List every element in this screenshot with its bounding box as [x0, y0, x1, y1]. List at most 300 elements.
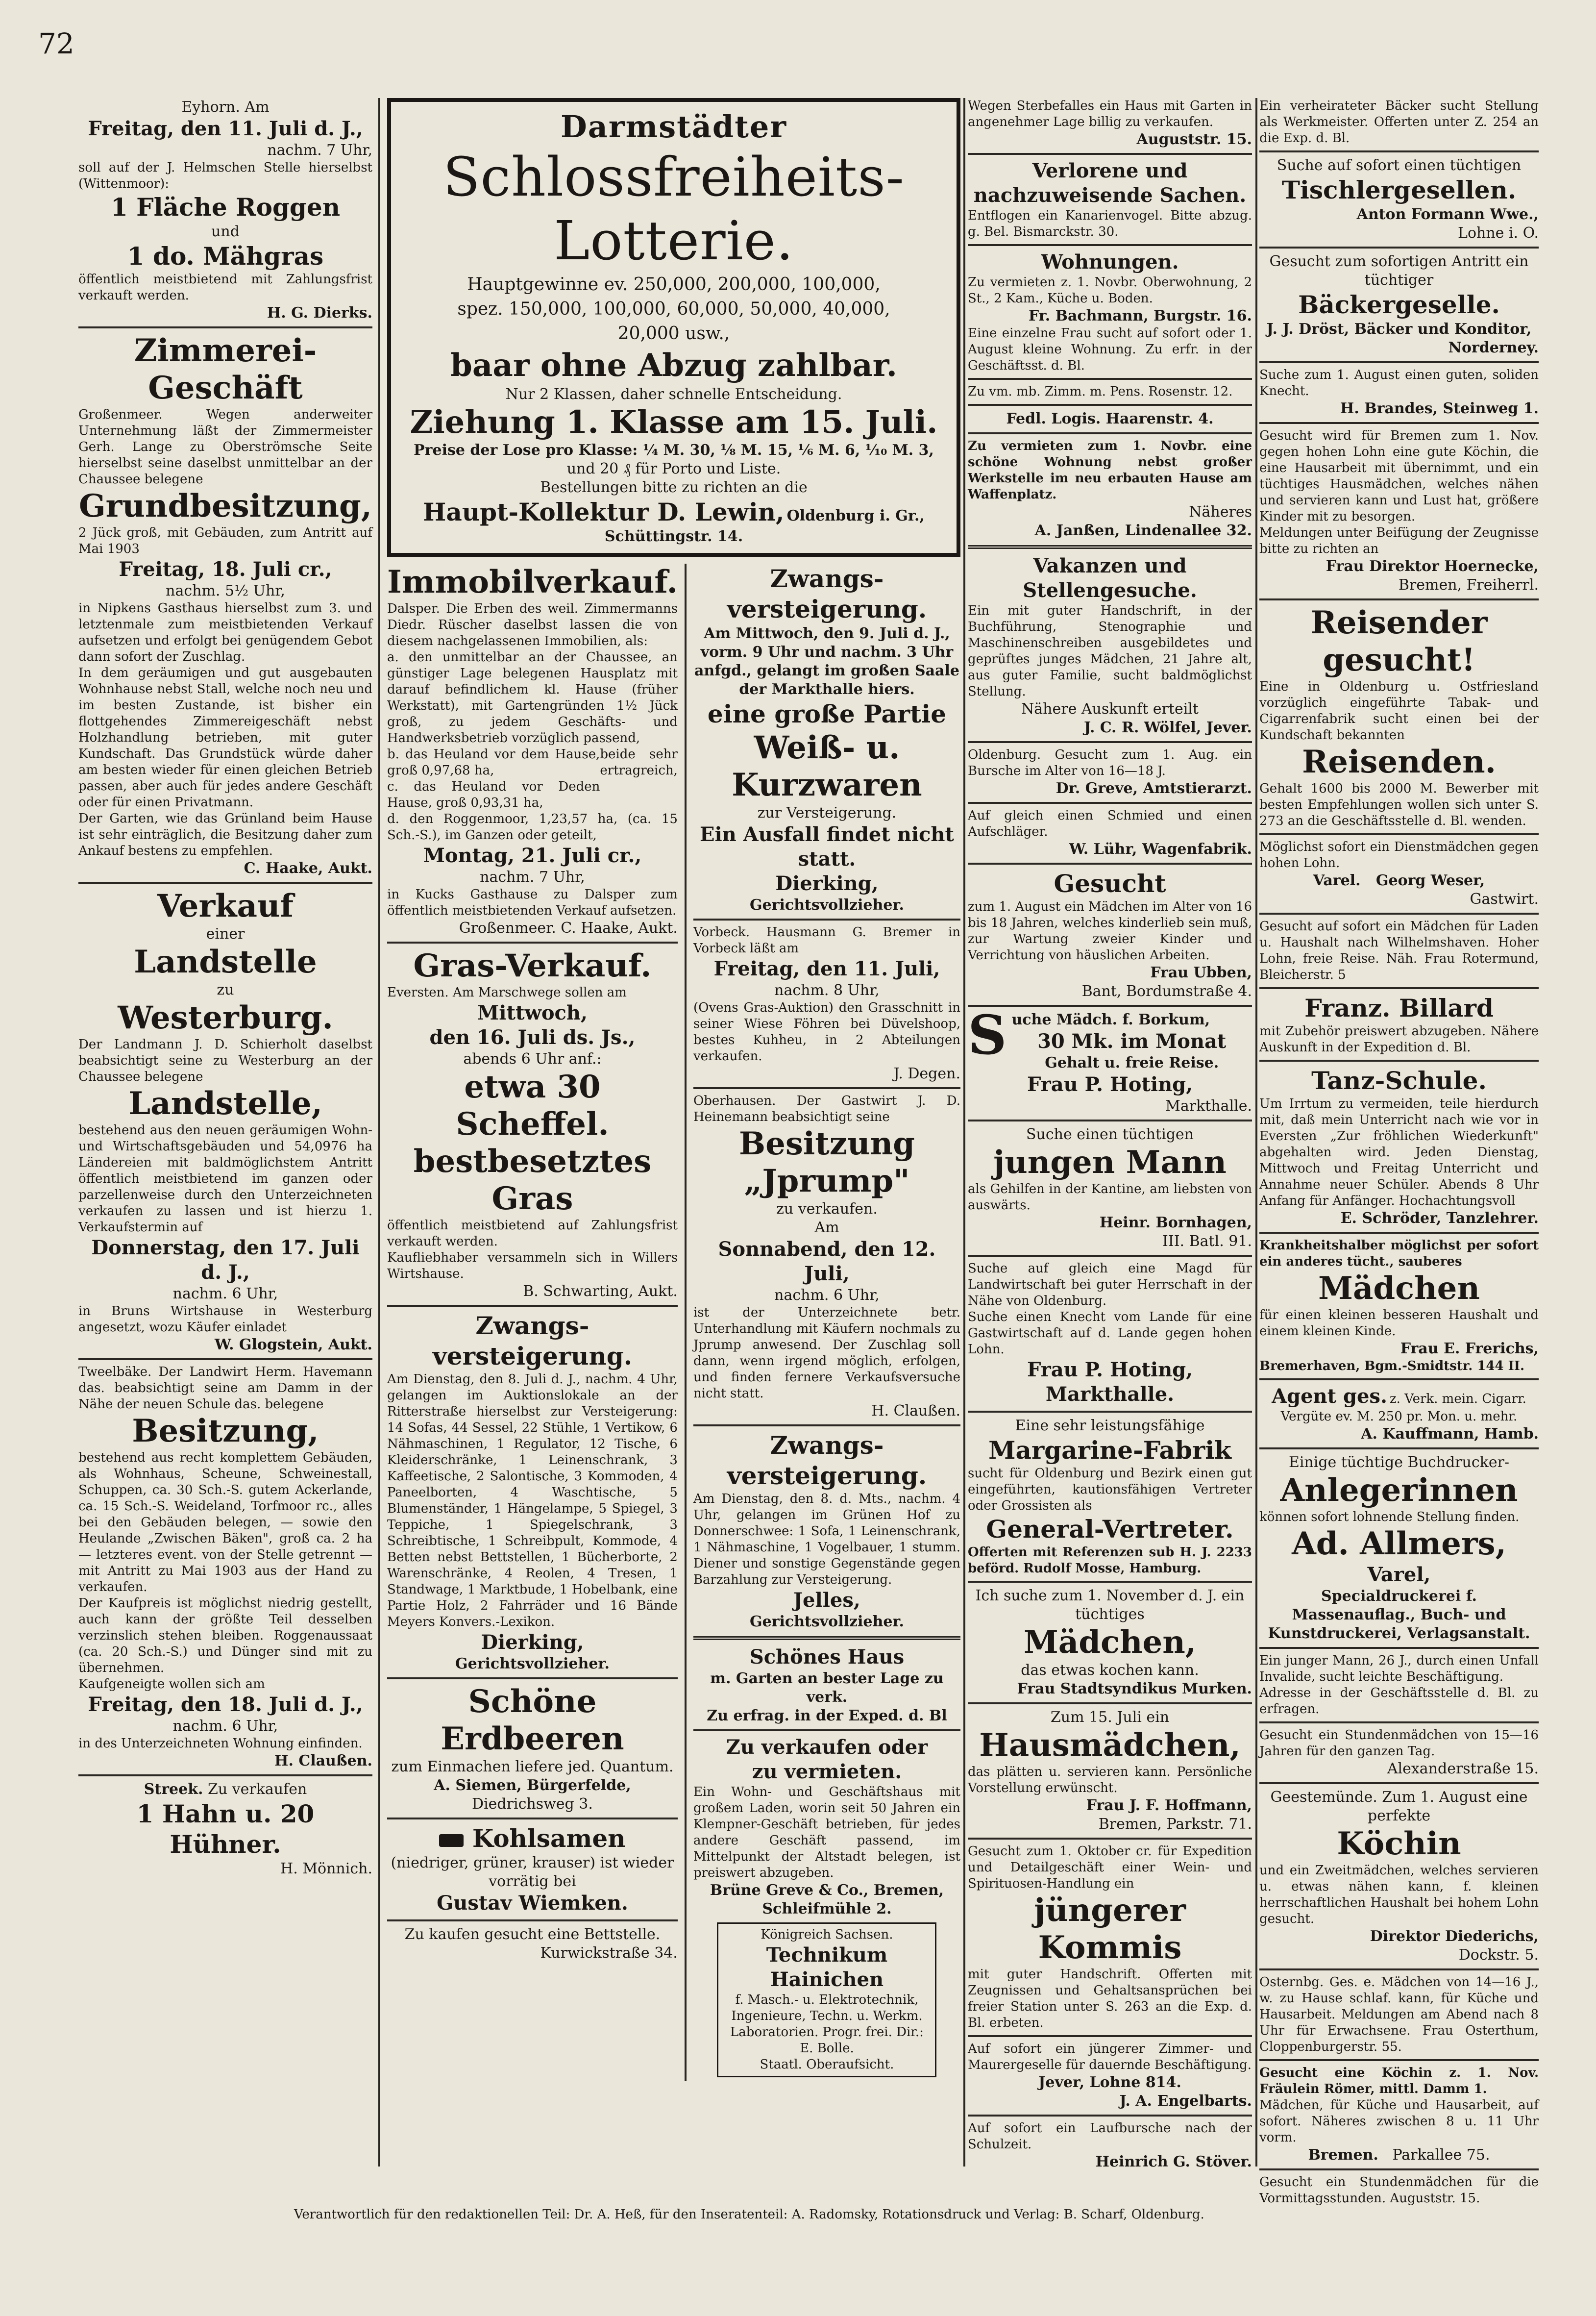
ad-heading: Anlegerinnen: [1280, 1472, 1518, 1509]
ad-text: in Nipkens Gasthaus hierselbst zum 3. und letztenmale zum meistbietenden Verkauf aufsetzen und erfolgt bei genügendem Gebot dann sofort der Zuschlag.: [78, 601, 372, 664]
ad-text: III. Batl. 91.: [1162, 1233, 1252, 1250]
ad-divider: [968, 404, 1252, 406]
ad-heading: Ad. Allmers,: [1292, 1525, 1506, 1562]
column-2-left: [387, 564, 678, 2081]
ad-divider: [1259, 2059, 1539, 2061]
ad-text: Ein Ausfall findet nicht statt.: [699, 823, 954, 871]
section-wohnungen: [968, 250, 1252, 540]
ad-signature: Frau E. Frerichs,: [1400, 1340, 1539, 1357]
ad-text: Gastwirt.: [1470, 891, 1539, 908]
ad-heading: Margarine-Fabrik: [988, 1436, 1231, 1465]
ad-date: den 16. Juli ds. Js.,: [429, 1026, 636, 1049]
ad-text: Nähere Auskunft erteilt: [1021, 700, 1199, 718]
column-rule: [963, 98, 965, 2167]
ad-text: einer: [206, 925, 245, 943]
ad-margarine: [968, 1417, 1252, 1577]
ad-text: in des Unterzeichneten Wohnung einfinden.: [78, 1736, 363, 1751]
section-heading: Vakanzen und Stellengesuche.: [1023, 554, 1197, 602]
ad-text: Auf gleich einen Schmied und einen Aufschläger.: [968, 808, 1252, 839]
ad-text: Am: [814, 1219, 839, 1236]
ad-text: Gesucht eine Köchin z. 1. Nov. Fräulein Römer, mittl. Damm 1.: [1259, 2066, 1539, 2096]
ad-text: für einen kleinen besseren Haushalt und einem kleinen Kinde.: [1259, 1308, 1539, 1339]
column-rule: [378, 98, 380, 2167]
ad-text: und ein Zweitmädchen, welches servieren u. etwas nähen kann, f. kleinen herrschaftlichen Haushalt bei hohem Lohn gesucht.: [1259, 1863, 1539, 1926]
ad-text: zum Einmachen liefere jed. Quantum.: [391, 1758, 674, 1775]
ad-divider: [968, 1581, 1252, 1583]
ad-text: (Ovens Gras-Auktion) den Grasschnitt in seiner Wiese Föhren bei Düvelshoop, bestes Kuhheu, in 2 Abteilungen verkaufen.: [693, 1000, 960, 1064]
ad-divider: [387, 1677, 678, 1679]
ad-hausmaedchen: [968, 1708, 1252, 1834]
ad-divider: [1259, 1060, 1539, 1062]
ad-text: Auf sofort ein jüngerer Zimmer- und Maurergeselle für dauernde Beschäftigung.: [968, 2042, 1252, 2072]
ad-text: Vorbeck. Hausmann G. Bremer in Vorbeck läßt am: [693, 925, 960, 956]
ad-text: Varel,: [1367, 1563, 1431, 1586]
ad-heading: Technikum Hainichen: [766, 1943, 888, 1991]
ad-heading: Schöne Erdbeeren: [441, 1683, 624, 1757]
ad-text: in Bruns Wirtshause in Westerburg angesetzt, wozu Käufer einladet: [78, 1304, 372, 1335]
ad-heading: Gras-Verkauf.: [413, 947, 652, 984]
ad-heading: zu vermieten.: [752, 1760, 902, 1783]
ad-signature: B. Schwarting, Aukt.: [523, 1283, 678, 1300]
ad-divider: [968, 802, 1252, 804]
ad-text: zu: [217, 981, 234, 998]
page-footer: Verantwortlich für den redaktionellen Teil: Dr. A. Heß, für den Inseratenteil: A. Radomsky, Rotationsdruck und Verlag: B. Scharf, Oldenburg.: [294, 2207, 1204, 2222]
ad-divider: [1259, 1968, 1539, 1970]
ad-heading: Landstelle,: [128, 1085, 322, 1122]
ad-signature: A. Kauffmann, Hamb.: [1361, 1425, 1539, 1443]
ad-signature: J. C. R. Wölfel, Jever.: [1083, 719, 1252, 736]
ad-text: Lohne i. O.: [1458, 224, 1539, 242]
ad-haus-sterbefall: [968, 98, 1252, 149]
section-heading: Wohnungen.: [1041, 250, 1179, 274]
ad-text: Gesucht wird für Bremen zum 1. Nov. gegen hohen Lohn eine gute Köchin, die eine Hausarbeit mit übernimmt, und ein tüchtiges Hausmädchen, welches nähen und servieren kann und Lust hat, größere Kinder mit zu besorgen.: [1259, 428, 1539, 524]
technikum-logo: [717, 1922, 936, 2077]
ad-signature: Jelles,: [793, 1589, 860, 1612]
ad-agent: [1259, 1384, 1539, 1444]
ad-immobilverkauf: [387, 564, 678, 938]
ad-heading: Tischlergesellen.: [1281, 175, 1517, 204]
ad-divider: [968, 2115, 1252, 2117]
ad-text: Zum 15. Juli ein: [1050, 1709, 1170, 1726]
ad-heading: Besitzung,: [132, 1413, 319, 1449]
ad-heading: versteigerung.: [727, 1461, 927, 1490]
ad-heading: Gesucht: [1054, 869, 1166, 898]
ad-signature: Georg Weser,: [1375, 872, 1485, 889]
ad-divider: [1259, 598, 1539, 600]
ad-heading: bestbesetztes Gras: [413, 1143, 652, 1217]
ad-divider: [1259, 833, 1539, 835]
ad-divider: [78, 326, 372, 328]
ad-text: m. Garten an bester Lage zu verk.: [710, 1670, 944, 1706]
ad-heading: General-Vertreter.: [986, 1515, 1234, 1544]
ad-divider: [78, 1358, 372, 1360]
ad-heading: 1 Fläche Roggen: [110, 193, 341, 222]
ad-heading: Bäckergeselle.: [1298, 290, 1500, 319]
ad-divider: [968, 863, 1252, 865]
ad-divider: [1259, 1721, 1539, 1723]
column-2: [387, 98, 960, 2176]
ad-divider: [693, 1424, 960, 1426]
ad-text: sucht für Oldenburg und Bezirk einen gut eingeführten, kautionsfähigen Vertreter oder Grossisten als: [968, 1466, 1252, 1513]
ad-stundenmaedchen-2: [1259, 2174, 1539, 2207]
ad-text: Osternbg. Ges. e. Mädchen von 14—16 J., w. zu Hause schlaf. kann, für Küche und Hausarbeit. Meldungen am Abend nach 8 Uhr für Erwachsene. Frau Osterthum, Cloppenburgerstr. 55.: [1259, 1975, 1539, 2054]
ad-text: das plätten u. servieren kann. Persönliche Vorstellung erwünscht.: [968, 1765, 1252, 1795]
column-4: [1259, 98, 1539, 2206]
ad-baeckergeselle: [1259, 252, 1539, 357]
ad-knecht-koechin: [1259, 367, 1539, 595]
column-rule: [1255, 98, 1257, 2167]
ad-divider: [968, 1255, 1252, 1257]
lottery-prizes: Hauptgewinne ev. 250,000, 200,000, 100,000,: [467, 274, 881, 295]
ad-divider: [1259, 361, 1539, 363]
ad-divider: [693, 919, 960, 921]
ad-text: bestehend aus recht komplettem Gebäuden, als Wohnhaus, Scheune, Schweinestall, Schuppen, ca. 30 Sch.-S. gutem Ackerlande, ca. 15 Sch.-S. Weideland, Torfmoor rc., alles bei den Gebäuden belegen, — sowie den Heulande „Zwischen Bäken", groß ca. 2 ha — letzteres event. von der Stelle getrennt — mit Antritt zu Mai 1903 aus der Hand zu verkaufen.: [78, 1450, 372, 1594]
ad-text: und: [211, 223, 240, 240]
ad-erdbeeren: [387, 1683, 678, 1814]
ad-tanzschule: [1259, 1066, 1539, 1228]
ad-heading: Reisender gesucht!: [1310, 604, 1488, 678]
ad-divider: [968, 1702, 1252, 1704]
ad-text: zur Versteigerung.: [757, 804, 897, 822]
ad-billard: [1259, 993, 1539, 1056]
ad-text: Offerten mit Referenzen sub H. J. 2233 beförd. Rudolf Mosse, Hamburg.: [968, 1545, 1252, 1576]
ad-text: Eine sehr leistungsfähige: [1015, 1417, 1205, 1434]
ad-tischlergesellen: [1259, 156, 1539, 243]
drop-cap: S: [968, 1003, 1007, 1067]
ad-zimmergeselle: [968, 2041, 1252, 2111]
ad-signature: Bremen.: [1308, 2146, 1378, 2164]
ad-text: Suche auf gleich eine Magd für Landwirtschaft bei guter Herrschaft in der Nähe von Oldenburg.: [968, 1261, 1252, 1308]
ad-divider: [387, 1919, 678, 1921]
ad-text: 2 Jück groß, mit Gebäuden, zum Antritt auf Mai 1903: [78, 525, 372, 556]
ad-text: Oldenburg. Gesucht zum 1. Aug. ein Bursche im Alter von 16—18 J.: [968, 747, 1252, 778]
ad-text: c. das Heuland vor Deden Hause, groß 0,93,31 ha,: [387, 779, 600, 810]
ad-heading: Besitzung: [739, 1125, 915, 1162]
ad-text: Eine einzelne Frau sucht auf sofort oder 1. August kleine Wohnung. Zu erfr. in der Geschäftsst. d. Bl.: [968, 326, 1252, 373]
ad-divider: [1259, 1232, 1539, 1234]
column-1: [78, 98, 372, 2176]
ad-text: können sofort lohnende Stellung finden.: [1259, 1510, 1520, 1524]
ad-heading: Westerburg.: [118, 999, 333, 1036]
ad-signature: Dierking,: [481, 1631, 584, 1654]
ad-time: nachm. 7 Uhr,: [480, 869, 585, 886]
ad-text: Fedl. Logis.: [1006, 410, 1101, 427]
ad-oberhausen: [693, 1093, 960, 1420]
ad-time: abends 6 Uhr anf.:: [463, 1050, 602, 1068]
ad-text: zu verkaufen.: [776, 1200, 878, 1218]
ad-text: Auguststr. 15.: [1136, 131, 1252, 148]
ad-heading: 1 do. Mähgras: [127, 242, 324, 271]
ad-text: Auf sofort ein Laufbursche nach der Schulzeit.: [968, 2121, 1252, 2152]
ad-zimmerei: [78, 332, 372, 878]
ad-kommis: [968, 1843, 1252, 2031]
lottery-title: Darmstädter: [560, 109, 787, 145]
ad-date: Freitag, den 18. Juli d. J.,: [88, 1693, 363, 1716]
ad-signature: Jever, Lohne 814.: [1038, 2074, 1181, 2091]
ad-text: ist der Unterzeichnete betr. Unterhandlung mit Käufern nochmals zu Jprump anwesend. Der Zuschlag soll dann, wenn irgend möglich, erfolgen, und finden fernere Verkaufsversuche nicht statt.: [693, 1305, 960, 1401]
ad-text: Kurwickstraße 34.: [540, 1944, 678, 1962]
ad-heading: Landstelle: [134, 944, 317, 980]
ad-signature: Dr. Greve, Amtstierarzt.: [1056, 780, 1252, 797]
ad-text: beide sehr ertragreich,: [600, 747, 678, 778]
ad-text: Zu kaufen gesucht eine Bettstelle.: [404, 1926, 661, 1943]
ad-text: als Gehilfen in der Kantine, am liebsten von auswärts.: [968, 1182, 1252, 1213]
ad-divider: [968, 545, 1252, 549]
ad-heading: eine große Partie: [707, 699, 947, 728]
ad-text: Suche auf sofort einen tüchtigen: [1277, 157, 1522, 174]
ad-heading: versteigerung.: [432, 1342, 633, 1370]
ad-text: Zu verkaufen: [207, 1781, 307, 1798]
ad-text: Ein mit guter Handschrift, in der Buchführung, Stenographie und Maschinenschreiben ausgebildetes und geprüftes junges Mädchen, 21 Jahre alt, aus guter Familie, sucht baldmöglichst Stellung.: [968, 603, 1252, 699]
ad-text: Dalsper. Die Erben des weil. Zimmermanns Diedr. Rüscher daselbst lassen die von diesem nachgelassenen Immobilien, als:: [387, 601, 678, 648]
ad-text: Um Irrtum zu vermeiden, teile hierdurch mit, daß mein Unterricht nach wie vor in Eversten „Zur fröhlichen Wiederkunft" abgehalten wird. Jeden Dienstag, Mittwoch und Freitag Unterricht und Annahme neuer Schüler. Abends 8 Uhr Anfang für Anfänger. Hochachtungsvoll: [1259, 1096, 1539, 1208]
ad-signature: Heinrich G. Stöver.: [1095, 2153, 1252, 2170]
ad-text: Tweelbäke. Der Landwirt Herm. Havemann das. beabsichtigt seine am Damm in der Nähe der neuen Schule das. belegene: [78, 1365, 372, 1412]
ad-divider: [968, 2035, 1252, 2037]
ad-signature: Heinr. Bornhagen,: [1099, 1214, 1252, 1231]
ad-text: Gehalt u. freie Reise.: [1045, 1054, 1219, 1071]
ad-time: nachm. 8 Uhr,: [774, 982, 880, 999]
ad-text: Mädchen, für Küche und Hausarbeit, auf sofort. Näheres zwischen 8 u. 11 Uhr vorm.: [1259, 2098, 1539, 2145]
ad-text: z. Verk. mein. Cigarr. Vergüte ev. M. 250 pr. Mon. u. mehr.: [1280, 1392, 1526, 1424]
ad-text: Wegen Sterbefalles ein Haus mit Garten in angenehmer Lage billig zu verkaufen.: [968, 99, 1252, 129]
ad-signature: J. Degen.: [893, 1065, 960, 1082]
ad-heading: Reisenden.: [1302, 744, 1496, 780]
ad-divider: [968, 1411, 1252, 1413]
ad-text: Gesucht ein Stundenmädchen von 15—16 Jahren für den ganzen Tag.: [1259, 1728, 1539, 1759]
ad-divider: [1259, 2168, 1539, 2170]
ad-divider: [968, 741, 1252, 743]
ad-text: (niedriger, grüner, krauser) ist wieder vorrätig bei: [391, 1854, 674, 1890]
ad-text: Bremen, Freiherrl.: [1398, 576, 1539, 594]
ad-divider: [968, 432, 1252, 434]
lottery-note: Nur 2 Klassen, daher schnelle Entscheidung.: [505, 386, 842, 403]
ad-anlegerinnen: [1259, 1453, 1539, 1643]
ad-divider: [1259, 1647, 1539, 1649]
ad-time: nachm. 6 Uhr,: [172, 1718, 278, 1735]
page-number: 72: [38, 27, 74, 60]
ad-text: Am Dienstag, den 8. d. Mts., nachm. 4 Uhr, gelangen im Grünen Hof zu Donnerschwee: 1 Sofa, 1 Leinenschrank, 1 Nähmaschine, 1 Vogelbauer, 1 stumm. Diener und sonstige Gegenstände gegen Barzahlung zur Versteigerung.: [693, 1492, 960, 1587]
ad-signature: Gerichtsvollzieher.: [455, 1655, 610, 1672]
lottery-prizes: spez. 150,000, 100,000, 60,000, 50,000, 40,000,: [457, 299, 890, 319]
ad-text: Diedrichsweg 3.: [472, 1795, 593, 1813]
ad-text: öffentlich meistbietend mit Zahlungsfrist verkauft werden.: [78, 272, 372, 303]
ad-text: Zu vm. mb. Zimm. m. Pens. Rosenstr. 12.: [968, 384, 1233, 399]
ad-text: Markthalle.: [1165, 1097, 1252, 1115]
lottery-payout: baar ohne Abzug zahlbar.: [450, 347, 897, 384]
ad-text: Parkallee 75.: [1392, 2146, 1490, 2164]
ad-signature: Frau Ubben,: [1150, 964, 1252, 981]
ad-divider: [78, 882, 372, 884]
ad-heading: Zu verkaufen oder: [726, 1736, 928, 1759]
lottery-prizes: 20,000 usw.,: [617, 324, 730, 344]
ad-divider: [693, 1636, 960, 1640]
ad-signature: Gerichtsvollzieher.: [750, 1613, 904, 1630]
column-2-right: [693, 564, 960, 2081]
ad-text: Dockstr. 5.: [1458, 1946, 1539, 1964]
ad-text: Gesucht zum sofortigen Antritt ein tüchtiger: [1269, 253, 1529, 289]
ad-signature: H. Brandes, Steinweg 1.: [1340, 400, 1539, 417]
column-3: [968, 98, 1252, 2176]
ad-text: das etwas kochen kann.: [1021, 1662, 1199, 1679]
ad-divider: [968, 244, 1252, 246]
ad-text: Einige tüchtige Buchdrucker-: [1288, 1454, 1510, 1471]
ad-text: Adresse in der Geschäftsstelle d. Bl. zu erfragen.: [1259, 1686, 1539, 1717]
ad-koechin-geestemuende: [1259, 1788, 1539, 1965]
ad-signature: H. G. Dierks.: [267, 304, 372, 322]
ad-text: Der Kaufpreis ist möglichst niedrig gestellt, auch kann der größte Teil desselben verzinslich stehen bleiben. Roggenaussaat (ca. 20 Sch.-S.) und Dünger sind mit zu übernehmen.: [78, 1596, 372, 1675]
ad-divider: [1259, 247, 1539, 249]
ad-signature: W. Lühr, Wagenfabrik.: [1069, 841, 1252, 858]
ad-junger-mann: [968, 1125, 1252, 1251]
lottery-porto: und 20 ₰ für Porto und Liste.: [566, 460, 781, 477]
ad-heading: Schönes Haus: [749, 1645, 905, 1669]
ad-osternburg: [1259, 1974, 1539, 2055]
ad-divider: [1259, 987, 1539, 989]
ad-text: in Kucks Gasthause zu Dalsper zum öffentlich meistbietenden Verkauf aufsetzen.: [387, 887, 678, 918]
ad-signature: A. Janßen, Lindenallee 32.: [1034, 522, 1252, 539]
ad-divider: [968, 153, 1252, 155]
lottery-prices: Preise der Lose pro Klasse: ¼ M. 30, ⅛ M. 15, ⅙ M. 6, ⅒ M. 3,: [414, 442, 934, 459]
ad-divider: [968, 1120, 1252, 1121]
ad-text: Gesucht auf sofort ein Mädchen für Laden u. Haushalt nach Wilhelmshaven. Hoher Lohn, freie Reise. Näh. Frau Rotermund, Bleicherstr. 5: [1259, 919, 1539, 982]
ad-streek: [78, 1780, 372, 1878]
ad-tweelbaeke: [78, 1364, 372, 1770]
ad-heading: Franz. Billard: [1304, 994, 1494, 1022]
ad-heading: jüngerer Kommis: [1034, 1892, 1186, 1966]
ad-signature: Gustav Wiemken.: [437, 1892, 628, 1915]
ad-text: Kaufgeneigte wollen sich am: [78, 1677, 265, 1692]
ad-text: Krankheitshalber möglichst per sofort ein anderes tücht., sauberes: [1259, 1238, 1539, 1269]
ad-text: zum 1. August ein Mädchen im Alter von 16 bis 18 Jahren, welches kinderlieb sein muß, zur Wartung zweier Kinder und Verrichtung von häuslichen Arbeiten.: [968, 899, 1252, 963]
ad-signature: C. Haake, Aukt.: [244, 860, 372, 877]
ad-heading: Agent ges.: [1272, 1385, 1387, 1408]
ad-text: Gehalt 1600 bis 2000 M. Bewerber mit besten Empfehlungen wollen sich unter S. 273 an die Geschäftsstelle d. Bl. wenden.: [1259, 781, 1539, 828]
ad-divider: [1259, 1782, 1539, 1784]
ad-reisender: [1259, 604, 1539, 829]
ad-text: Möglichst sofort ein Dienstmädchen gegen hohen Lohn.: [1259, 840, 1539, 871]
ad-divider: [1259, 1378, 1539, 1380]
ad-geschaeftshaus: [693, 1735, 960, 1918]
ad-text: Ein Wohn- und Geschäftshaus mit großem Laden, worin seit 50 Jahren ein Klempner-Geschäft betrieben, für jedes andere Geschäft passend, im Mittelpunkt der Altstadt belegen, ist preiswert abzugeben.: [693, 1785, 960, 1880]
ad-text: Eyhorn. Am: [181, 99, 270, 116]
ad-heading: Kohlsamen: [472, 1824, 626, 1853]
ad-text: Ein verheirateter Bäcker sucht Stellung als Werkmeister. Offerten unter Z. 254 an die Exp. d. Bl.: [1259, 99, 1539, 146]
lottery-agent: Haupt-Kollektur D. Lewin,: [423, 498, 785, 526]
ad-divider: [968, 1838, 1252, 1840]
ad-maedchen-murken: [968, 1587, 1252, 1698]
ad-text: Haarenstr. 4.: [1105, 410, 1214, 427]
ad-text: öffentlich meistbietend auf Zahlungsfrist verkauft werden.: [387, 1218, 678, 1249]
ad-signature: E. Schröder, Tanzlehrer.: [1340, 1210, 1539, 1227]
ad-koechin-roemer: [1259, 2065, 1539, 2165]
pointing-hand-icon: [439, 1834, 464, 1847]
ad-text: d. den Roggenmoor, 1,23,57 ha, (ca. 15 Sch.-S.), im Ganzen oder geteilt,: [387, 812, 678, 843]
ad-divider: [968, 378, 1252, 380]
ad-signature: A. Siemen, Bürgerfelde,: [434, 1777, 631, 1794]
ad-wilhelmshaven: [1259, 919, 1539, 983]
ad-bettstelle: [387, 1925, 678, 1963]
ad-text: bestehend aus den neuen geräumigen Wohn- und Wirtschaftsgebäuden und 54,0976 ha Ländereien mit baldmöglichstem Antritt öffentlich meistbietend im ganzen oder parzellenweise durch den Unterzeichneten verkaufen zu lassen und ist hierzu 1. Verkaufstermin auf: [78, 1123, 372, 1235]
ad-text: mit Zubehör preiswert abzugeben. Nähere Auskunft in der Expedition d. Bl.: [1259, 1024, 1539, 1055]
section-heading: Verlorene und nachzuweisende Sachen.: [973, 159, 1247, 207]
lottery-name: Schlossfreiheits-Lotterie.: [443, 146, 905, 272]
ad-heading: Zwangs-: [770, 1431, 884, 1460]
ad-signature: Varel.: [1313, 872, 1361, 889]
ad-signature: Gerichtsvollzieher.: [750, 897, 904, 914]
ad-text: Eine in Oldenburg u. Ostfriesland vorzüglich eingeführte Tabak- und Cigarrenfabrik sucht einen bei der Kundschaft bekannten: [1259, 679, 1539, 743]
ad-magd-knecht: [968, 1261, 1252, 1407]
ad-text: Am Dienstag, den 8. Juli d. J., nachm. 4 Uhr, gelangen im Auktionslokale an der Ritterstraße hierselbst zur Versteigerung: 14 Sofas, 44 Sessel, 22 Stühle, 1 Vertikow, 6 Nähmaschinen, 1 Regulator, 12 Tische, 6 Kleiderschränke, 1 Leinenschrank, 3 Kaffeetische, 2 Salontische, 3 Kommoden, 4 Paneelborten, 4 Waschtische, 5 Blumenständer, 1 Hängelampe, 5 Spiegel, 3 Teppiche, 1 Spiegelschrank, 3 Schreibtische, 1 Schreibpult, Kommode, 4 Betten nebst Bettstellen, 1 Bücherborte, 2 Warenschränke, 4 Reolen, 4 Tresen, 1 Standwage, 1 Marktbude, 1 Hobelbank, eine Partie Holz, 2 Fahrräder und 16 Bände Meyers Konvers.-Lexikon.: [387, 1372, 678, 1629]
ad-text: Geestemünde. Zum 1. August eine perfekte: [1270, 1789, 1528, 1824]
ad-signature: H. Claußen.: [871, 1402, 960, 1419]
ad-date: Donnerstag, den 17. Juli d. J.,: [91, 1236, 360, 1284]
ad-text: Zu erfrag. in der Exped. d. Bl: [707, 1707, 947, 1724]
ad-text: Großenmeer. Wegen anderweiter Unternehmung läßt der Zimmermeister Gerh. Lange zu Oberströmsche Seite hierselbst seine daselbst unmittelbar an der Chaussee belegene: [78, 407, 372, 487]
ad-heading: Tanz-Schule.: [1311, 1066, 1487, 1095]
ad-text: Ein junger Mann, 26 J., durch einen Unfall Invalide, sucht leichte Beschäftigung.: [1259, 1653, 1539, 1684]
ad-date: Freitag, den 11. Juli d. J.,: [88, 117, 363, 140]
ad-eyhorn: [78, 98, 372, 323]
section-verlorene: [968, 159, 1252, 240]
ad-text: Norderney.: [1448, 339, 1539, 356]
ad-text: Ich suche zum 1. November d. J. ein tüchtiges: [975, 1587, 1245, 1623]
ad-text: Der Landmann J. D. Schierholt daselbst beabsichtigt seine zu Westerburg an der Chaussee belegene: [78, 1037, 372, 1084]
ad-signature: Fr. Bachmann, Burgstr. 16.: [1028, 307, 1252, 324]
ad-divider: [1259, 913, 1539, 915]
ad-heading: Verkauf: [157, 888, 294, 924]
ad-divider: [78, 1774, 372, 1776]
ad-text: Königreich Sachsen.: [761, 1927, 893, 1942]
ad-text: Bremen, Parkstr. 71.: [1098, 1816, 1252, 1833]
ad-text: Eversten. Am Marschwege sollen am: [387, 985, 627, 1000]
ad-signature: Frau P. Hoting,: [1027, 1073, 1193, 1096]
ad-time: nachm. 7 Uhr,: [267, 142, 372, 159]
lottery-city: Oldenburg i. Gr., Schüttingstr. 14.: [604, 507, 925, 545]
ad-heading: Hausmädchen,: [979, 1727, 1241, 1764]
ad-text: Staatl. Oberaufsicht.: [760, 2057, 894, 2072]
ad-signature: W. Glogstein, Aukt.: [214, 1336, 372, 1353]
ad-zwangs-1: [387, 1311, 678, 1673]
ad-schoenes-haus: [693, 1645, 960, 1725]
ad-laufbursche: [968, 2120, 1252, 2171]
ad-signature: H. Claußen.: [274, 1752, 372, 1769]
ad-vorbeck: [693, 924, 960, 1083]
ad-date: Freitag, den 11. Juli,: [713, 957, 940, 980]
ad-heading: 30 Mk. im Monat: [1037, 1030, 1227, 1053]
ad-time: nachm. 6 Uhr,: [172, 1285, 278, 1302]
ad-text: Suche zum 1. August einen guten, soliden Knecht.: [1259, 368, 1539, 398]
ad-heading: Mädchen,: [1023, 1624, 1197, 1661]
ad-signature: Brüne Greve & Co., Bremen, Schleifmühle 2.: [710, 1882, 944, 1918]
ad-heading: 1 Hahn u. 20 Hühner.: [136, 1799, 315, 1859]
lottery-ad: [387, 98, 960, 557]
ad-heading: Köchin: [1337, 1825, 1461, 1862]
ad-junger-mann-invalide: [1259, 1653, 1539, 1718]
ad-divider: [1259, 422, 1539, 424]
ad-signature: Frau P. Hoting, Markthalle.: [1027, 1358, 1193, 1406]
ad-text: Meldungen unter Beifügung der Zeugnisse bitte zu richten an: [1259, 525, 1539, 556]
ad-zwangs-2: [693, 564, 960, 915]
ad-heading: versteigerung.: [727, 595, 927, 623]
ad-signature: H. Mönnich.: [280, 1860, 372, 1877]
ad-text: soll auf der J. Helmschen Stelle hierselbst (Wittenmoor):: [78, 160, 372, 191]
ad-stundenmaedchen-1: [1259, 1727, 1539, 1778]
ad-signature: Direktor Diederichs,: [1370, 1928, 1539, 1945]
ad-signature: Anton Formann Wwe.,: [1356, 206, 1539, 223]
ad-westerburg: [78, 888, 372, 1354]
ad-text: Streek.: [144, 1781, 203, 1798]
